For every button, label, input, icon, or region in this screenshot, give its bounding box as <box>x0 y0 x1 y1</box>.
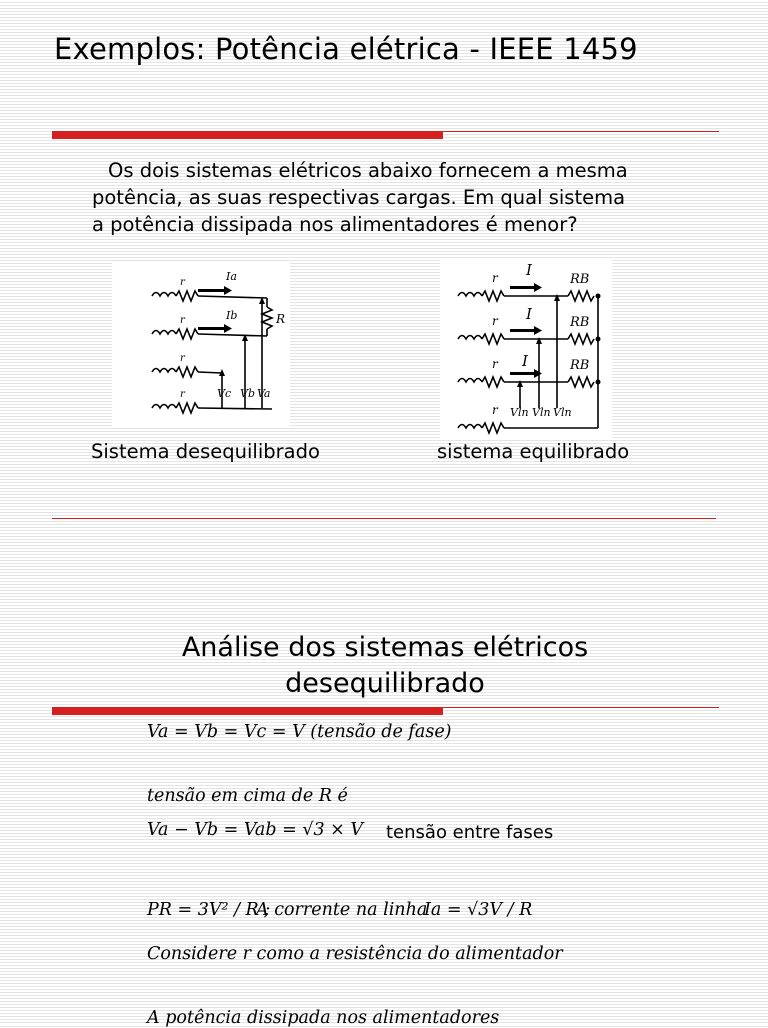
section-heading-line: Análise dos sistemas elétricos <box>181 632 589 663</box>
balanced-circuit-diagram <box>440 258 612 440</box>
equation-voltage-over-R: tensão em cima de R é <box>147 786 348 806</box>
r-label: r <box>180 353 185 364</box>
r-label: r <box>492 314 498 328</box>
title-rule-thin <box>443 131 719 132</box>
intro-paragraph <box>92 157 692 238</box>
r-label: r <box>180 389 185 400</box>
resistor-RB-label: RB <box>570 315 590 330</box>
section-heading-line: desequilibrado <box>285 668 485 699</box>
resistor-RB-label: RB <box>570 272 590 287</box>
current-Ia-label: Ia <box>226 270 237 283</box>
caption-balanced: sistema equilibrado <box>437 440 630 463</box>
r-label: r <box>180 315 185 326</box>
intro-line: a potência dissipada nos alimentadores é menor? <box>92 213 578 236</box>
resistor-RB-label: RB <box>570 358 590 373</box>
r-label: r <box>492 403 498 417</box>
current-I-label: I <box>526 261 532 279</box>
current-Ib-label: Ib <box>226 309 238 322</box>
equation-line-voltage: Va − Vb = Vab = √3 × V <box>147 820 364 840</box>
current-I-label: I <box>526 305 532 323</box>
feeder-power-note: A potência dissipada nos alimentadores <box>147 1008 500 1028</box>
slide-title: Exemplos: Potência elétrica - IEEE 1459 <box>54 32 638 66</box>
voltage-Va-label: Va <box>257 387 271 400</box>
voltage-Vln-label: Vln <box>510 406 529 419</box>
voltage-Vln-label: Vln <box>532 406 551 419</box>
heading-rule-thick <box>52 707 443 715</box>
voltage-Vc-label: Vc <box>217 387 232 400</box>
equation-phase-voltage: Va = Vb = Vc = V (tensão de fase) <box>147 722 452 742</box>
unbalanced-circuit-diagram <box>112 263 290 428</box>
line-voltage-note: tensão entre fases <box>386 822 554 843</box>
voltage-Vb-label: Vb <box>240 387 255 400</box>
r-label: r <box>492 271 498 285</box>
equation-line-current: Ia = √3V / R <box>424 900 533 920</box>
title-rule-thick <box>52 131 443 139</box>
intro-line: potência, as suas respectivas cargas. Em qual sistema <box>92 186 626 209</box>
caption-unbalanced: Sistema desequilibrado <box>91 440 320 463</box>
heading-rule-thin <box>443 707 719 708</box>
r-label: r <box>492 357 498 371</box>
line-current-label: A corrente na linha <box>256 900 428 920</box>
slide-divider <box>52 518 716 519</box>
current-I-label: I <box>522 352 528 370</box>
r-label: r <box>180 277 185 288</box>
feeder-resistance-note: Considere r como a resistência do alimentador <box>147 944 563 964</box>
voltage-Vln-label: Vln <box>553 406 572 419</box>
equation-power-R: PR = 3V² / R ; <box>147 900 271 920</box>
section-heading <box>100 630 670 702</box>
intro-line: Os dois sistemas elétricos abaixo fornecem a mesma <box>108 159 628 182</box>
resistor-R-label: R <box>276 312 286 326</box>
